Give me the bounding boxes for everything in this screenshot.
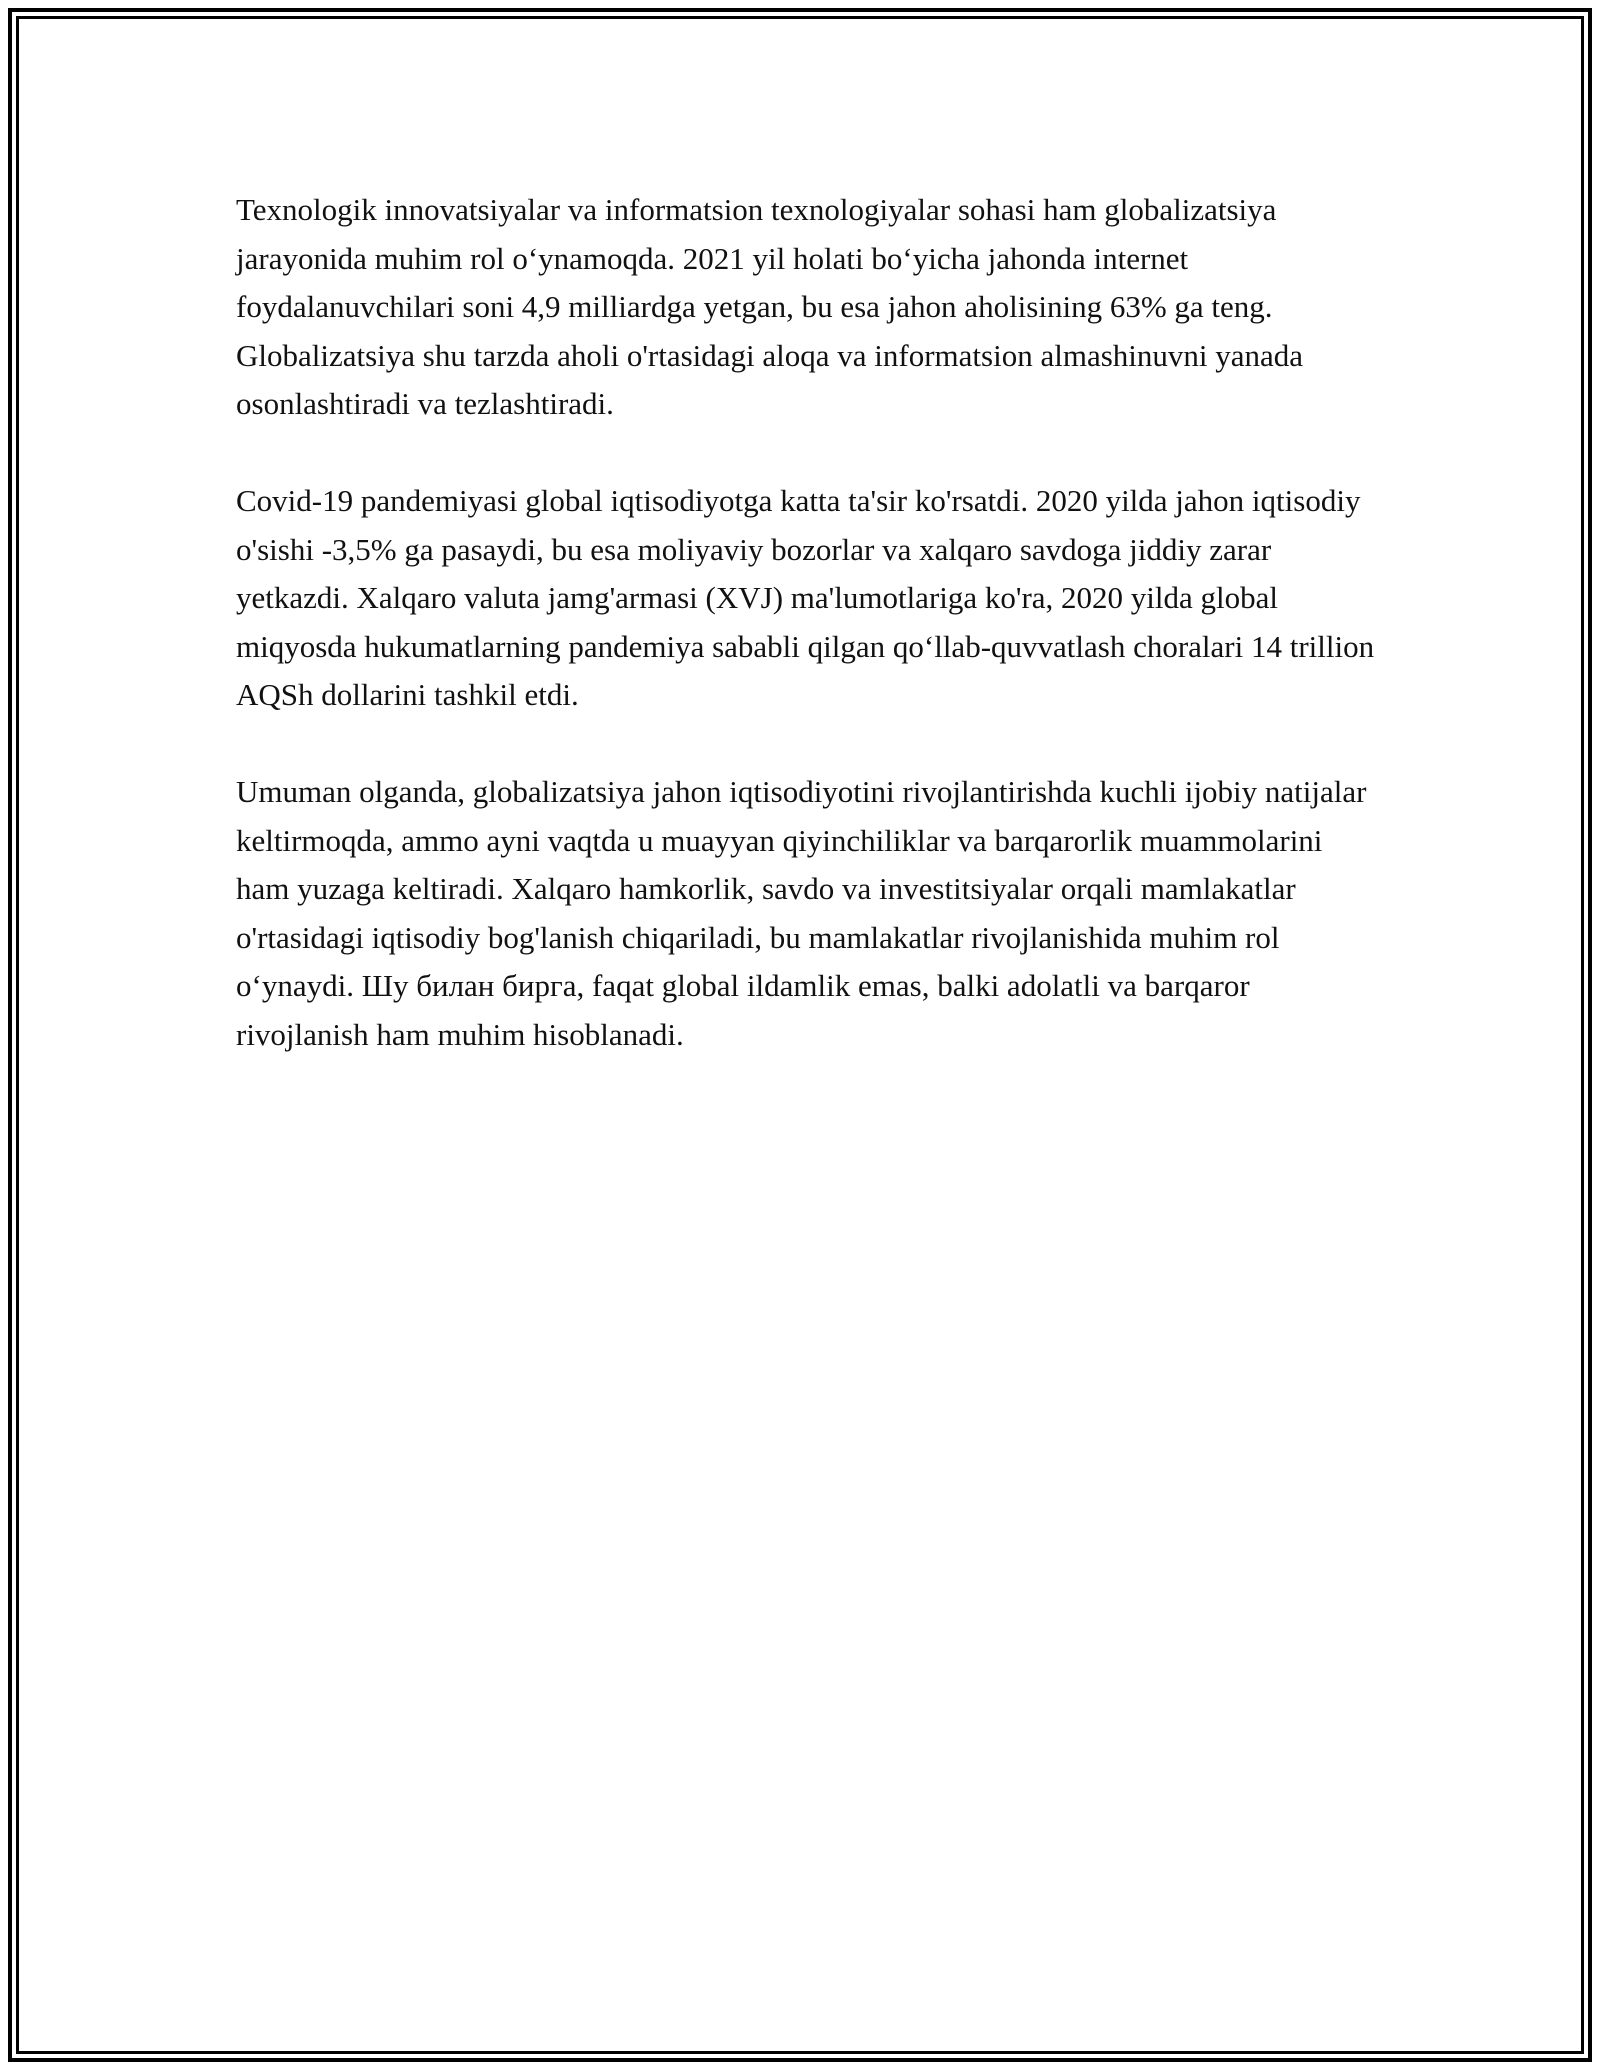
document-body xyxy=(236,186,1376,1108)
paragraph-conclusion: Umuman olganda, globalizatsiya jahon iqtisodiyotini rivojlantirishda kuchli ijobiy natijalar keltirmoqda, ammo ayni vaqtda u muayyan qiyinchiliklar va barqarorlik muammolarini ham yuzaga keltiradi. Xalqaro hamkorlik, savdo va investitsiyalar orqali mamlakatlar o'rtasidagi iqtisodiy bog'lanish chiqariladi, bu mamlakatlar rivojlanishida muhim rol o‘ynaydi. Шу билан бирга, faqat global ildamlik emas, balki adolatli va barqaror rivojlanish ham muhim hisoblanadi. xyxy=(236,774,1367,1052)
paragraph-covid-impact: Covid-19 pandemiyasi global iqtisodiyotga katta ta'sir ko'rsatdi. 2020 yilda jahon iqtisodiy o'sishi -3,5% ga pasaydi, bu esa moliyaviy bozorlar va xalqaro savdoga jiddiy zarar yetkazdi. Xalqaro valuta jamg'armasi (XVJ) ma'lumotlariga ko'ra, 2020 yilda global miqyosda hukumatlarning pandemiya sababli qilgan qo‘llab-quvvatlash choralari 14 trillion AQSh dollarini tashkil etdi. xyxy=(236,483,1375,712)
paragraph-internet-users: Texnologik innovatsiyalar va informatsion texnologiyalar sohasi ham globalizatsiya jarayonida muhim rol o‘ynamoqda. 2021 yil holati bo‘yicha jahonda internet foydalanuvchilari soni 4,9 milliardga yetgan, bu esa jahon aholisining 63% ga teng. Globalizatsiya shu tarzda aholi o'rtasidagi aloqa va informatsion almashinuvni yanada osonlashtiradi va tezlashtiradi. xyxy=(236,192,1304,421)
